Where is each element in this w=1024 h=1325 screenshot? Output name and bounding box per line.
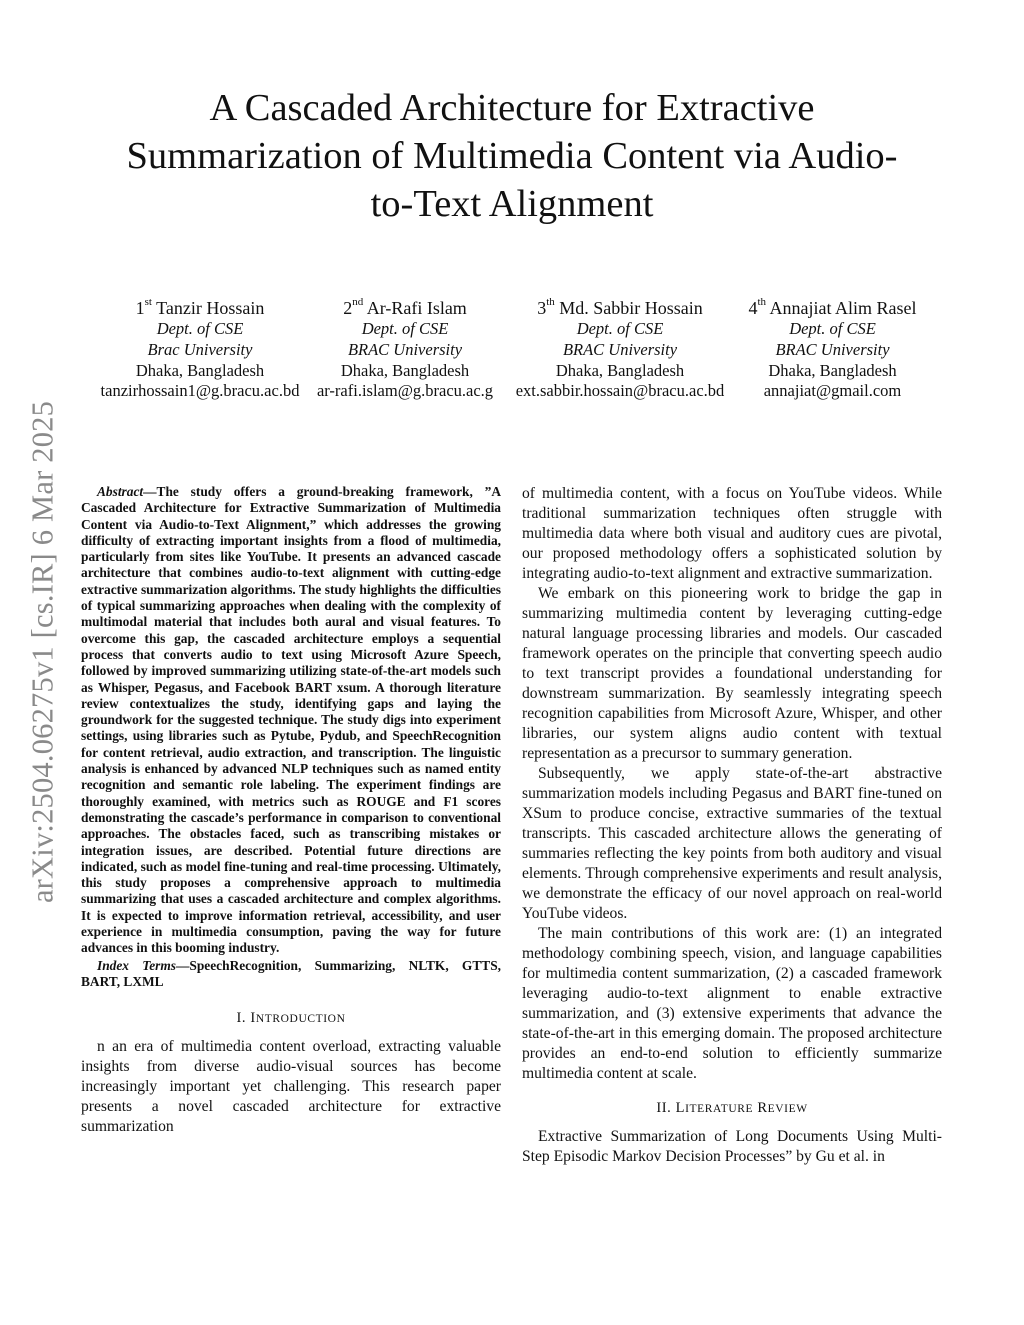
author-email: ar-rafi.islam@g.bracu.ac.g — [316, 381, 494, 401]
author-dept: Dept. of CSE — [361, 319, 449, 338]
left-column — [81, 484, 501, 1137]
author-dept: Dept. of CSE — [156, 319, 244, 338]
author-dept: Dept. of CSE — [789, 319, 876, 338]
abstract-text: The study offers a ground-breaking framework, ”A Cascaded Architecture for Extractive Summarization of Multimedia Content via Audio-to-Text Alignment,” which addresses the growing difficulty of extracting important insights from a flood of multimedia, particularly from sites like YouTube. It presents an advanced cascade architecture that combines audio-to-text alignment with cutting-edge extractive summarization algorithms. The study highlights the difficulties of typical summarizing approaches when dealing with the complexity of multimodal material that includes both aural and visual features. To overcome this gap, the cascaded architecture employs a sequential process that converts audio to text using Microsoft Azure Speech, followed by improved summarizing utilizing state-of-the-art models such as Whisper, Pegasus, and Facebook BART xsum. A thorough literature review contextualizes the study, identifying gaps and laying the groundwork for the suggested technique. The study digs into experiment settings, using libraries such as Pytube, Pydub, and SpeechRecognition for content retrieval, audio extraction, and transcription. The linguistic analysis is enhanced by advanced NLP techniques such as named entity recognition and semantic role labeling. The experiment findings are thoroughly examined, with metrics such as ROUGE and F1 scores demonstrating the cascade’s performance in comparison to conventional approaches. The obstacles faced, such as transcribing mistakes or integration issues, are described. Potential future directions are indicated, such as model fine-tuning and real-time processing. Ultimately, this study proposes a comprehensive approach to multimedia summarizing that uses a cascaded architecture and complex algorithms. It is expected to improve information retrieval, accessibility, and user experience in multimedia consumption, paving the way for future advances in this booming industry. — [81, 484, 501, 956]
author-dept: Dept. of CSE — [576, 319, 664, 338]
author-university: BRAC University — [775, 339, 890, 359]
intro-paragraph-1: n an era of multimedia content overload, extracting valuable insights from diverse audio-visual sources has become increasingly important yet challenging. This research paper presents a novel cascaded architecture for extractive summarization — [81, 1038, 501, 1136]
section-heading-introduction: I. INTRODUCTION — [236, 1010, 346, 1027]
intro-paragraph-4: The main contributions of this work are: (1) an integrated methodology combining speech, vision, and language capabilities for multimedia content summarization, (2) a cascaded framework leveraging audio-to-text alignment to enable extractive summarization, and (3) extensive experiments that advance the state-of-the-art in this emerging domain. The proposed architecture provides an end-to-end solution to efficiently summarize multimedia content at scale. — [522, 925, 942, 1082]
index-terms-label: Index Terms — [97, 957, 176, 973]
intro-paragraph-2: We embark on this pioneering work to bridge the gap in summarizing multimedia content by leveraging cutting-edge natural language processing libraries and models. Our cascaded framework operates on the principle that converting speech audio to text transcript provides a foundational understanding for downstream summarization. By seamlessly integrating speech recognition capabilities from Microsoft Azure, Whisper, and other libraries, our system aligns audio content with textual representation as a precursor to summary generation. — [522, 585, 942, 762]
section-heading-literature-review: II. LITERATURE REVIEW — [656, 1100, 808, 1116]
author-block-1 — [95, 293, 305, 402]
author-email: tanzirhossain1@g.bracu.ac.bd — [100, 381, 300, 401]
author-name: 4th Annajiat Alim Rasel — [748, 296, 917, 318]
arxiv-stamp-text: arXiv:2504.06275v1 [cs.IR] 6 Mar 2025 — [25, 400, 60, 904]
abstract: Abstract—The study offers a ground-breaking framework, ”A Cascaded Architecture for Extractive Summarization of Multimedia Content via Audio-to-Text Alignment,” which addresses the growing difficulty of extracting important insights from a flood of multimedia, particularly from sites like YouTube. It presents an advanced cascade architecture that combines audio-to-text alignment with cutting-edge extractive summarization algorithms. The study highlights the difficulties of typical summarizing approaches when dealing with the complexity of multimodal material that includes both aural and visual features. To overcome this gap, the cascaded architecture employs a sequential process that converts audio to text using Microsoft Azure Speech, followed by improved summarizing utilizing state-of-the-art models such as Whisper, Pegasus, and Facebook BART xsum. A thorough literature review contextualizes the study, identifying gaps and laying the groundwork for the suggested technique. The study digs into experiment settings, using libraries such as Pytube, Pydub, and SpeechRecognition for content retrieval, audio extraction, and transcription. The linguistic analysis is enhanced by advanced NLP techniques such as named entity recognition and semantic role labeling. The experiment findings are thoroughly examined, with metrics such as ROUGE and F1 scores demonstrating the cascade’s performance in comparison to conventional approaches. The obstacles faced, such as transcribing mistakes or integration issues, are described. Potential future directions are indicated, such as model fine-tuning and real-time processing. Ultimately, this study proposes a comprehensive approach to multimedia summarizing that uses a cascaded architecture and complex algorithms. It is expected to improve information retrieval, accessibility, and user experience in multimedia consumption, paving the way for future advances in this booming industry. — [81, 484, 501, 956]
author-university: BRAC University — [562, 339, 678, 359]
author-email: ext.sabbir.hossain@bracu.ac.bd — [515, 381, 725, 401]
author-block-3 — [505, 293, 735, 402]
index-terms-text: SpeechRecognition, Summarizing, NLTK, GTTS, BART, LXML — [81, 957, 502, 989]
intro-paragraph-1-continued: of multimedia content, with a focus on YouTube videos. While traditional summarization techniques often struggle with multimedia data where both visual and auditory cues are pivotal, our proposed methodology offers a sophisticated solution by integrating audio-to-text alignment and extractive summarization. — [522, 485, 942, 582]
literature-paragraph-1: Extractive Summarization of Long Documents Using Multi-Step Episodic Markov Decision Processes” by Gu et al. in — [522, 1128, 942, 1165]
paper-title: A Cascaded Architecture for Extractive Summarization of Multimedia Content via Audio-to-Text Alignment — [126, 87, 898, 225]
author-location: Dhaka, Bangladesh — [768, 360, 897, 380]
author-university: Brac University — [147, 339, 253, 359]
author-location: Dhaka, Bangladesh — [555, 360, 685, 380]
author-block-4 — [735, 293, 930, 402]
author-name: 3th Md. Sabbir Hossain — [537, 296, 703, 318]
intro-paragraph-3: Subsequently, we apply state-of-the-art abstractive summarization models including Pegasus and BART fine-tuned on XSum to produce concise, extractive summaries of the textual transcripts. This cascaded architecture allows the generating of summaries reflecting the key points from both auditory and visual elements. Through comprehensive experiments and result analysis, we demonstrate the efficacy of our novel approach on real-world YouTube videos. — [522, 765, 942, 922]
author-block-2 — [305, 293, 505, 402]
abstract-label: Abstract — [97, 484, 144, 499]
arxiv-stamp — [18, 372, 68, 932]
author-location: Dhaka, Bangladesh — [135, 360, 265, 380]
author-email: annajiat@gmail.com — [763, 381, 902, 401]
author-name: 2nd Ar-Rafi Islam — [343, 296, 467, 318]
index-terms: Index Terms—SpeechRecognition, Summarizing, NLTK, GTTS, BART, LXML — [81, 957, 502, 989]
author-name: 1st Tanzir Hossain — [135, 296, 265, 318]
author-location: Dhaka, Bangladesh — [340, 360, 470, 380]
right-column — [522, 484, 942, 1167]
author-university: BRAC University — [347, 339, 463, 359]
